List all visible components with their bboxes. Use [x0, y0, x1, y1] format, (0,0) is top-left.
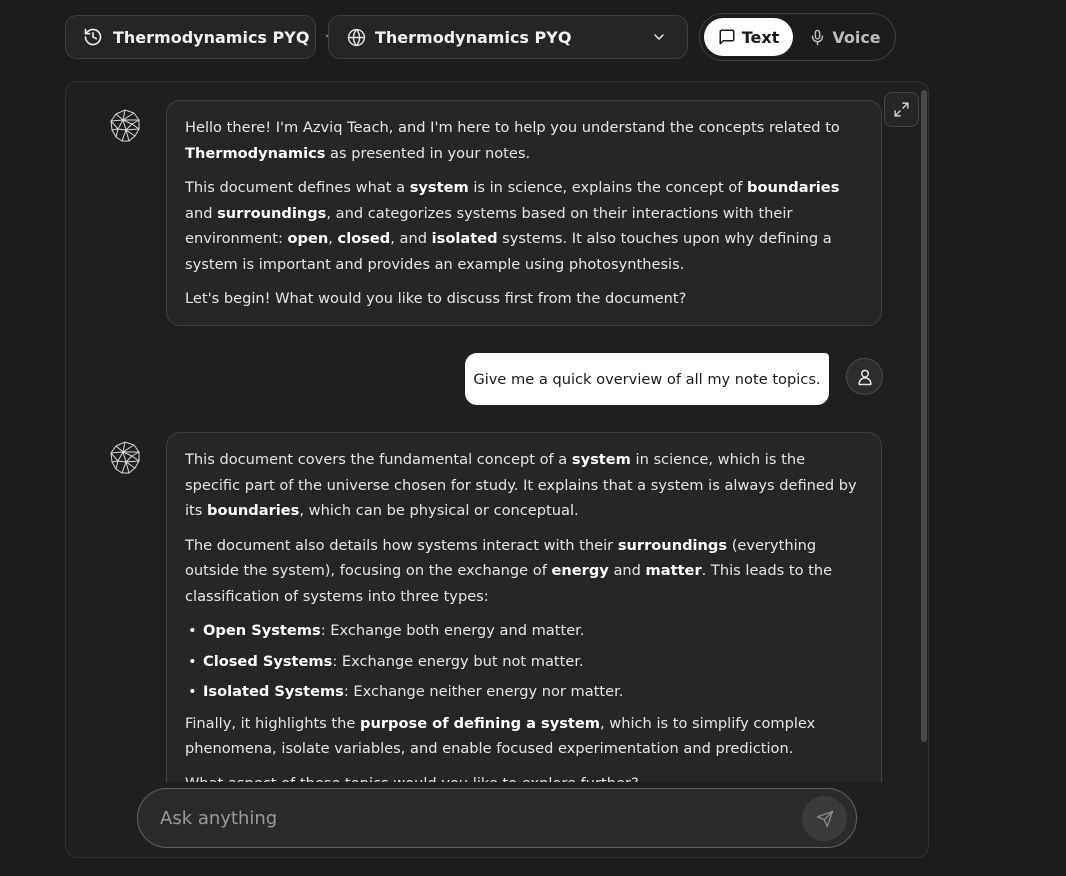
voice-mode-label: Voice — [832, 27, 881, 47]
message-composer — [137, 788, 857, 848]
mode-toggle — [699, 13, 896, 61]
history-selector-label: Thermodynamics PYQ — [113, 27, 310, 47]
brain-avatar-icon — [108, 108, 142, 144]
chat-panel — [65, 81, 929, 858]
send-button[interactable] — [802, 796, 847, 841]
chat-scrollbar[interactable] — [921, 90, 929, 742]
brain-avatar-icon — [108, 440, 142, 476]
assistant-message — [166, 100, 882, 326]
expand-icon — [893, 101, 910, 118]
message-paragraph: Let's begin! What would you like to discuss first from the document? — [185, 290, 687, 307]
list-item: • Isolated Systems: Exchange neither energy nor matter. — [185, 679, 863, 705]
voice-mode-button[interactable] — [800, 18, 890, 56]
message-paragraph: The document also details how systems interact with their surroundings (everything outside the system), focusing on the exchange of energy and matter. This leads to the classification of systems into three types: — [185, 536, 833, 605]
text-mode-button[interactable] — [704, 18, 793, 56]
list-item: • Open Systems: Exchange both energy and matter. — [185, 618, 863, 644]
user-message-text: Give me a quick overview of all my note topics. — [473, 370, 821, 388]
send-icon — [816, 810, 834, 828]
chevron-down-icon — [651, 29, 667, 45]
history-icon — [83, 27, 103, 47]
message-input[interactable] — [160, 803, 780, 833]
microphone-icon — [809, 29, 826, 46]
text-mode-label: Text — [741, 27, 780, 47]
top-bar — [65, 14, 1066, 60]
document-selector-label: Thermodynamics PYQ — [375, 27, 572, 47]
expand-button[interactable] — [884, 92, 919, 127]
message-paragraph: Finally, it highlights the purpose of defining a system, which is to simplify complex phenomena, isolate variables, and enable focused experimentation and prediction. — [185, 714, 816, 757]
user-icon — [855, 367, 875, 387]
user-avatar — [846, 358, 883, 395]
message-paragraph: Hello there! I'm Azviq Teach, and I'm here to help you understand the concepts related to Thermodynamics as presented in your notes. — [185, 119, 840, 162]
list-item: • Closed Systems: Exchange energy but not matter. — [185, 649, 863, 675]
history-selector[interactable] — [65, 15, 316, 59]
user-message — [465, 353, 829, 405]
globe-icon — [347, 28, 366, 47]
message-square-icon — [718, 28, 736, 46]
scrollbar-thumb[interactable] — [921, 90, 927, 742]
document-selector[interactable] — [328, 15, 688, 59]
system-types-list — [185, 618, 863, 705]
message-paragraph: This document covers the fundamental concept of a system in science, which is the specific part of the universe chosen for study. It explains that a system is always defined by its boundaries, which can be physical or conceptual. — [185, 451, 857, 519]
message-paragraph: This document defines what a system is in science, explains the concept of boundaries and surroundings, and categorizes systems based on their interactions with their environment: open, closed, and isolated systems. It also touches upon why defining a system is important and provides an example using photosynthesis. — [185, 179, 840, 273]
assistant-message — [166, 432, 882, 812]
